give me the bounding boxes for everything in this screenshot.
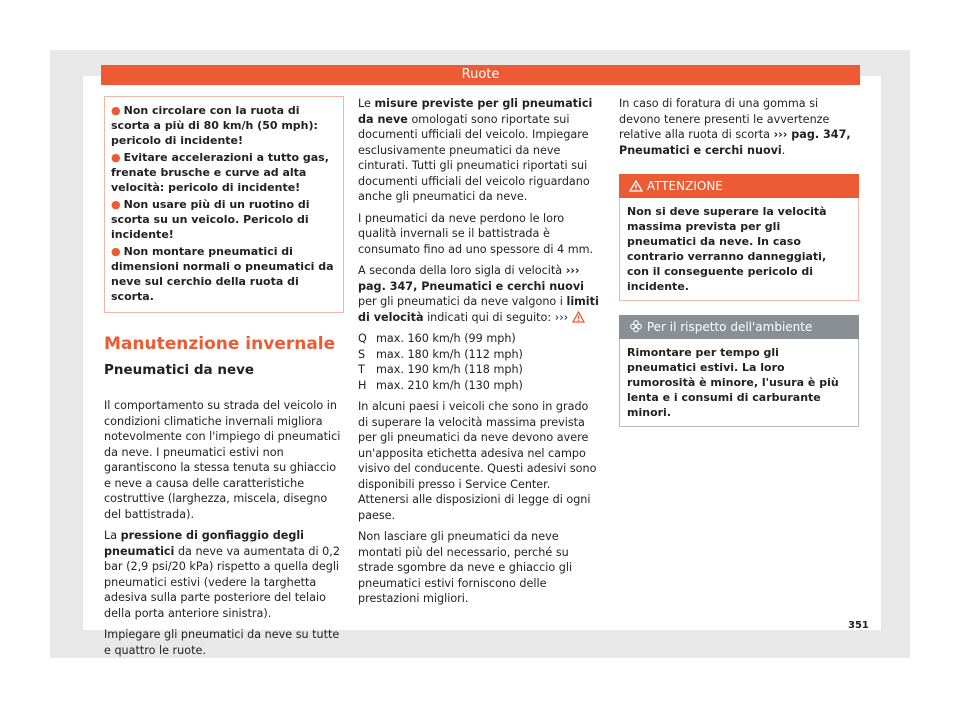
paragraph: Impiegare gli pneumatici da neve su tutte e quattro le ruote. bbox=[104, 628, 340, 657]
warning-triangle-icon bbox=[629, 180, 643, 192]
warning-box-text: Non si deve superare la velocità massima prevista per gli pneumatici da neve. In caso contrario verranno danneggiati, con il conseguente pericolo di incidente. bbox=[619, 198, 859, 301]
environment-box-title: Per il rispetto dell'ambiente bbox=[646, 320, 813, 334]
paragraph: Non lasciare gli pneumatici da neve montati più del necessario, perché su strade sgombre da neve e ghiaccio gli pneumatici estivi forniscono delle prestazioni migliori. bbox=[358, 530, 573, 605]
warning-item: ● Non circolare con la ruota di scorta a più di 80 km/h (50 mph): pericolo di incidente! bbox=[111, 104, 318, 147]
section-title: Manutenzione invernale bbox=[104, 334, 336, 354]
speed-limits-list bbox=[358, 331, 602, 393]
chapter-header: Ruote bbox=[101, 65, 860, 85]
paragraph: I pneumatici da neve perdono le loro qualità invernali se il battistrada è consumato fino ad uno spessore di 4 mm. bbox=[358, 211, 594, 256]
paragraph: Il comportamento su strada del veicolo in condizioni climatiche invernali migliora notevolmente con l'impiego di pneumatici da neve. I pneumatici estivi non garantiscono la stessa tenuta su ghiaccio e neve a causa delle caratteristiche costruttive (larghezza, miscela, disegno del battistrada). bbox=[104, 399, 341, 521]
paragraph: In alcuni paesi i veicoli che sono in grado di superare la velocità massima prevista per gli pneumatici da neve devono avere un'apposita etichetta adesiva nel campo visivo del conducente. Questi adesivi sono disponibili presso i Service Center. Attenersi alle disposizioni di legge di ogni paese. bbox=[358, 400, 597, 522]
warning-item: ● Evitare accelerazioni a tutto gas, frenate brusche e curve ad alta velocità: pericolo di incidente! bbox=[111, 151, 329, 194]
flower-icon bbox=[629, 319, 643, 333]
bullet-icon: ● bbox=[111, 151, 121, 164]
list-item: Q max. 160 km/h (99 mph) bbox=[358, 332, 516, 345]
warning-box-title: ATTENZIONE bbox=[646, 179, 723, 193]
column-left bbox=[104, 96, 344, 664]
paragraph: In caso di foratura di una gomma si devono tenere presenti le avvertenze relative alla ruota di scorta ››› pag. 347, Pneumatici e cerchi nuovi. bbox=[619, 97, 851, 157]
column-middle bbox=[358, 96, 602, 613]
list-item: H max. 210 km/h (130 mph) bbox=[358, 378, 523, 392]
page-number: 351 bbox=[848, 620, 869, 631]
warning-item: ● Non usare più di un ruotino di scorta su un veicolo. Pericolo di incidente! bbox=[111, 198, 310, 241]
warning-list-box bbox=[104, 96, 344, 313]
cross-reference-link[interactable]: ››› pag. 347, Pneumatici e cerchi nuovi bbox=[358, 264, 584, 293]
paragraph: Le misure previste per gli pneumatici da neve omologati sono riportate sui documenti ufficiali del veicolo. Impiegare esclusivamente pneumatici da neve cinturati. Tutti gli pneumatici riportati sui documenti ufficiali del veicolo riguardano anche gli pneumatici da neve. bbox=[358, 97, 593, 203]
bullet-icon: ● bbox=[111, 104, 121, 117]
bullet-icon: ● bbox=[111, 245, 121, 258]
warning-item: ● Non montare pneumatici di dimensioni normali o pneumatici da neve sul cerchio della ruota di scorta. bbox=[111, 245, 334, 303]
subsection-title: Pneumatici da neve bbox=[104, 361, 255, 378]
paragraph: A seconda della loro sigla di velocità ››› pag. 347, Pneumatici e cerchi nuovi per gli pneumatici da neve valgono i limiti di velocità indicati qui di seguito: ››› bbox=[358, 264, 599, 324]
paragraph: La pressione di gonfiaggio degli pneumatici da neve va aumentata di 0,2 bar (2,9 psi/20 kPa) rispetto a quella degli pneumatici estivi (vedere la targhetta adesiva sulla parte posteriore del telaio della porta anteriore sinistra). bbox=[104, 529, 340, 620]
cross-reference-link[interactable]: ››› pag. 347, Pneumatici e cerchi nuovi bbox=[619, 128, 851, 157]
environment-box-text: Rimontare per tempo gli pneumatici estivi. La loro rumorosità è minore, l'usura è più lenta e i consumi di carburante minori. bbox=[619, 339, 859, 427]
bullet-icon: ● bbox=[111, 198, 121, 211]
environment-box-header bbox=[619, 315, 859, 339]
list-item: S max. 180 km/h (112 mph) bbox=[358, 347, 523, 361]
warning-triangle-icon bbox=[572, 311, 585, 323]
column-right bbox=[619, 96, 859, 427]
warning-box-header bbox=[619, 174, 859, 198]
list-item: T max. 190 km/h (118 mph) bbox=[358, 363, 523, 376]
